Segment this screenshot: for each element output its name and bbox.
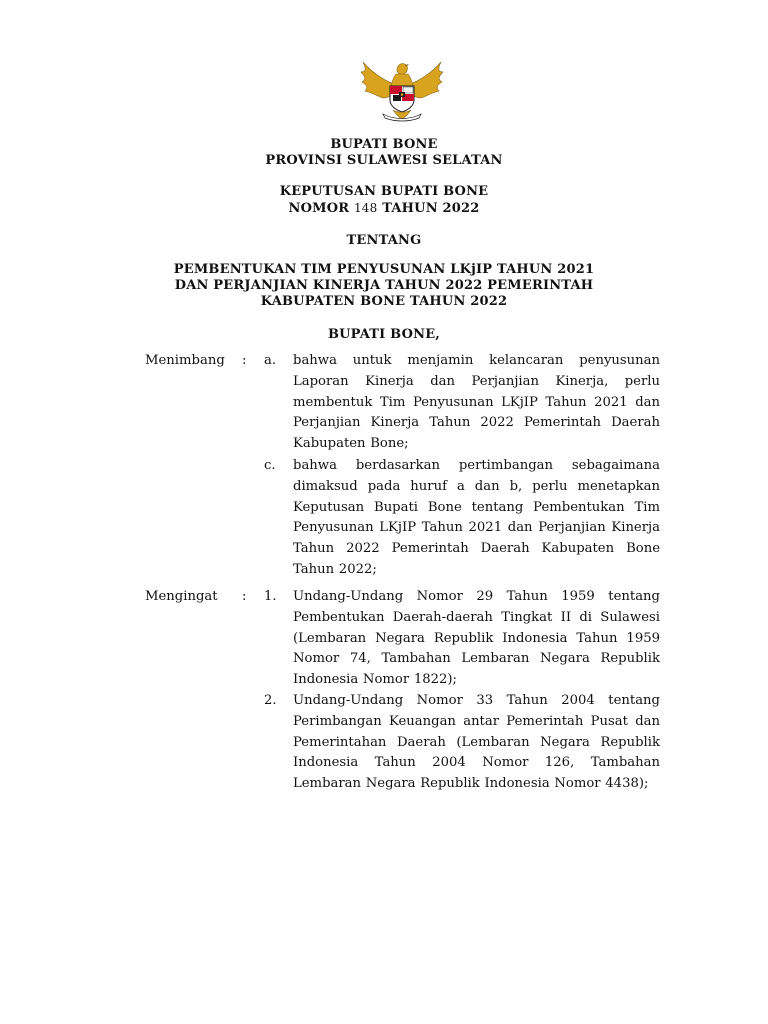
item-text: bahwa berdasarkan pertimbangan sebagaimana dimaksud pada huruf a dan b, perlu menetapkan Keputusan Bupati Bone tentang Pembentukan Tim Penyusunan LKjIP Tahun 2021 dan Perjanjian Kinerja Tahun 2022 Pemerintah Daerah Kabupaten Bone Tahun 2022; (293, 458, 660, 577)
authority-heading (0, 327, 768, 343)
about-heading (0, 233, 768, 249)
decree-number-prefix: NOMOR (288, 201, 350, 216)
item-marker: c. (264, 458, 276, 473)
issuer-province: PROVINSI SULAWESI SELATAN (265, 153, 503, 168)
subject-line-1: PEMBENTUKAN TIM PENYUSUNAN LKjIP TAHUN 2021 (173, 262, 595, 277)
decree-block (0, 184, 768, 217)
item-marker: 1. (264, 589, 277, 604)
menimbang-label: Menimbang (145, 353, 225, 368)
subject-line-3: KABUPATEN BONE TAHUN 2022 (260, 294, 508, 309)
item-marker: a. (264, 353, 277, 368)
mengingat-label: Mengingat (145, 589, 218, 604)
authority-label: BUPATI BONE, (327, 327, 441, 342)
issuer-block (0, 137, 768, 169)
mengingat-colon: : (242, 589, 247, 604)
subject-line-2: DAN PERJANJIAN KINERJA TAHUN 2022 PEMERINTAH (174, 278, 594, 293)
issuer-title: BUPATI BONE (330, 137, 438, 152)
item-text: Undang-Undang Nomor 29 Tahun 1959 tentang Pembentukan Daerah-daerah Tingkat II di Sulawesi (Lembaran Negara Republik Indonesia Tahun 1959 Nomor 74, Tambahan Lembaran Negara Republik Indonesia Nomor 1822); (293, 589, 660, 688)
decree-number-suffix: TAHUN 2022 (382, 201, 480, 216)
decree-number: 148 (353, 201, 378, 215)
item-text: Undang-Undang Nomor 33 Tahun 2004 tentang Perimbangan Keuangan antar Pemerintah Pusat dan Pemerintahan Daerah (Lembaran Negara Republik Indonesia Tahun 2004 Nomor 126, Tambahan Lembaran Negara Republik Indonesia Nomor 4438); (293, 693, 660, 792)
decree-title: KEPUTUSAN BUPATI BONE (279, 184, 489, 199)
subject-block (0, 262, 768, 310)
menimbang-colon: : (242, 353, 247, 368)
garuda-emblem-icon (359, 56, 445, 124)
item-marker: 2. (264, 693, 277, 708)
decree-number-line (0, 200, 768, 217)
about-label: TENTANG (346, 233, 422, 248)
item-text: bahwa untuk menjamin kelancaran penyusunan Laporan Kinerja dan Perjanjian Kinerja, perlu membentuk Tim Penyusunan LKjIP Tahun 2021 dan Perjanjian Kinerja Tahun 2022 Pemerintah Daerah Kabupaten Bone; (293, 353, 660, 452)
